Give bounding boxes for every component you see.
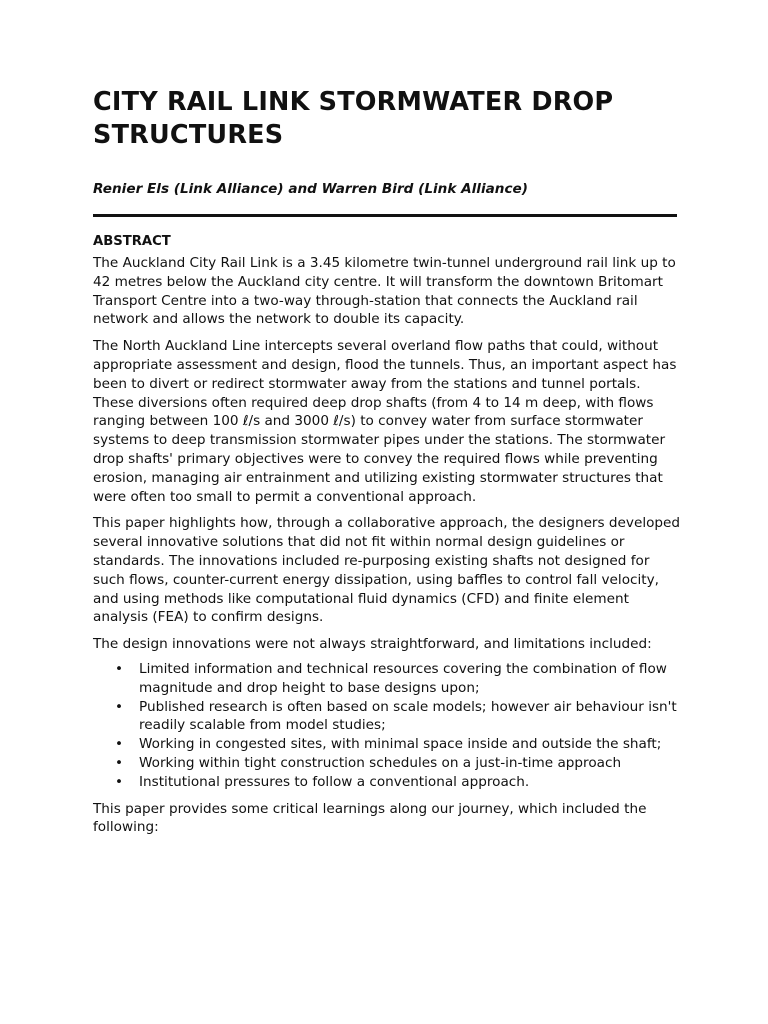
bullet-icon: • [115,754,124,771]
title-divider [93,214,677,217]
paper-title [93,86,683,152]
abstract-paragraph-3: This paper highlights how, through a collaborative approach, the designers developed several innovative solutions that did not fit within normal design guidelines or standards. The innovations included re-purposing existing shafts not designed for such flows, counter-current energy dissipation, using baffles to control fall velocity, and using methods like computational fluid dynamics (CFD) and finite element analysis (FEA) to confirm designs. [93,515,681,626]
document-page [93,86,683,837]
bullet-icon: • [115,660,124,677]
abstract-paragraph-4: The design innovations were not always straightforward, and limitations included: [93,636,652,653]
list-item [115,660,683,698]
bullet-icon: • [115,773,124,790]
bullet-icon: • [115,736,124,753]
abstract-heading: ABSTRACT [93,234,171,249]
list-item [115,735,683,754]
closing-paragraph: This paper provides some critical learnings along our journey, which included the following: [93,800,647,836]
list-item-text: Working within tight construction schedules on a just-in-time approach [139,754,622,771]
bullet-icon: • [115,698,124,715]
list-item-text: Published research is often based on scale models; however air behaviour isn't readily scalable from model studies; [139,698,677,734]
paper-title-line-2: STRUCTURES [93,120,284,150]
limitations-list [93,660,683,792]
list-item [115,754,683,773]
list-item-text: Limited information and technical resources covering the combination of flow magnitude and drop height to base designs upon; [139,660,667,696]
list-item [115,773,683,792]
list-item [115,698,683,736]
abstract-paragraph-2: The North Auckland Line intercepts several overland flow paths that could, without appropriate assessment and design, flood the tunnels. Thus, an important aspect has been to divert or redirect stormwater away from the stations and tunnel portals. These diversions often required deep drop shafts (from 4 to 14 m deep, with flows ranging between 100 ℓ/s and 3000 ℓ/s) to convey water from surface stormwater systems to deep transmission stormwater pipes under the stations. The stormwater drop shafts' primary objectives were to convey the required flows while preventing erosion, managing air entrainment and utilizing existing stormwater structures that were often too small to permit a conventional approach. [93,338,677,505]
paper-authors: Renier Els (Link Alliance) and Warren Bird (Link Alliance) [93,181,528,197]
paper-title-line-1: CITY RAIL LINK STORMWATER DROP [93,87,614,117]
abstract-paragraph-1: The Auckland City Rail Link is a 3.45 kilometre twin-tunnel underground rail link up to 42 metres below the Auckland city centre. It will transform the downtown Britomart Transport Centre into a two-way through-station that connects the Auckland rail network and allows the network to double its capacity. [93,255,676,328]
list-item-text: Working in congested sites, with minimal space inside and outside the shaft; [139,736,662,753]
list-item-text: Institutional pressures to follow a conventional approach. [139,773,530,790]
